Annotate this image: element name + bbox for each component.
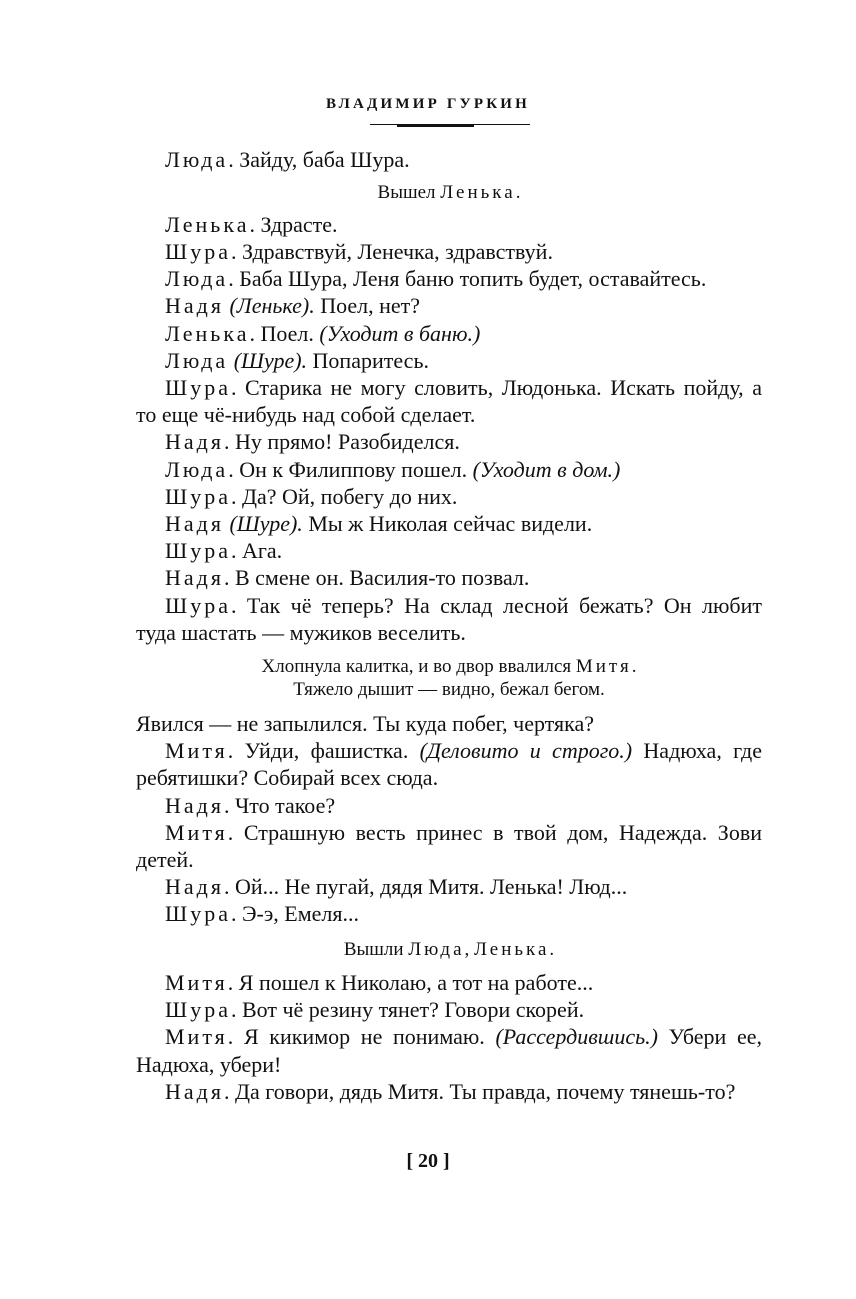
speaker-name: Митя (165, 738, 228, 764)
speaker-name: Митя (165, 1024, 228, 1050)
stage-character: Митя (575, 655, 632, 677)
stage-direction: Вышел Ленька. (377, 182, 521, 204)
dialogue-line (136, 737, 762, 791)
speaker-name: Надя (165, 429, 224, 455)
dialogue-text: Мы ж Николая сейчас видели. (302, 510, 593, 536)
speaker-name: Шура (165, 483, 231, 509)
stage-remark: (Шуре). (233, 347, 308, 373)
dialogue-line (136, 1023, 762, 1077)
dialogue-text: . Здравствуй, Ленечка, здравствуй. (230, 238, 553, 264)
dialogue-text: . Да? Ой, побегу до них. (230, 483, 458, 509)
speaker-name: Надя (165, 874, 224, 900)
speaker-name: Шура (165, 997, 231, 1023)
stage-remark: (Деловито и строго.) (419, 738, 633, 764)
speaker-name: Митя (165, 970, 228, 996)
speaker-name: Ленька (165, 320, 250, 346)
speaker-name: Шура (165, 592, 231, 618)
stage-direction: Вышли Люда, Ленька. (343, 938, 555, 960)
speaker-name: Шура (165, 901, 231, 927)
dialogue-text: . Ага. (230, 538, 283, 564)
dialogue-text: . Баба Шура, Леня баню топить будет, оставайтесь. (228, 266, 707, 292)
speaker-name: Надя (165, 1078, 224, 1104)
speaker-name: Люда (165, 456, 229, 482)
running-header: ВЛАДИМИР ГУРКИН (325, 96, 531, 112)
stage-character: Ленька (440, 182, 516, 204)
dialogue-text: . Он к Филиппову пошел. (228, 456, 473, 482)
stage-remark: (Рассердившись.) (495, 1024, 658, 1050)
dialogue-line (136, 320, 762, 347)
stage-remark: (Уходит в баню.) (319, 320, 481, 346)
dialogue-line (136, 456, 762, 483)
dialogue-text: . Э-э, Емеля... (230, 901, 359, 927)
speaker-name: Надя (165, 565, 224, 591)
page-number: [ 20 ] (406, 1150, 450, 1172)
stage-remark: (Уходит в дом.) (472, 456, 621, 482)
speaker-name: Люда (165, 347, 229, 373)
dialogue-text: . Поел. (249, 320, 320, 346)
dialogue-line (136, 537, 762, 564)
dialogue-line (136, 873, 762, 900)
speaker-name: Шура (165, 238, 231, 264)
stage-remark: (Шуре). (229, 510, 303, 536)
speaker-name: Ленька (165, 211, 250, 237)
dialogue-text: . Здрасте. (249, 211, 338, 237)
stage-character: Ленька (474, 938, 550, 960)
dialogue-text: Надюха, где ребятишки? Собирай всех сюда. (136, 738, 762, 791)
dialogue-text: . Я кикимор не понимаю. (227, 1024, 496, 1050)
stage-remark: (Леньке). (229, 293, 315, 319)
dialogue-line (136, 292, 762, 319)
stage-direction: Хлопнула калитка, и во двор ввалился Митя. Тяжело дышит — видно, бежал бегом. (261, 655, 637, 701)
dialogue-line (136, 428, 762, 455)
dialogue-line (136, 347, 762, 374)
dialogue-line (136, 710, 762, 737)
speaker-name: Шура (165, 374, 231, 400)
dialogue-text: . Вот чё резину тянет? Говори скорей. (230, 997, 585, 1023)
dialogue-text: Поел, нет? (314, 293, 421, 319)
dialogue-line (136, 819, 762, 873)
dialogue-text: Убери ее, Надюха, убери! (136, 1024, 762, 1077)
dialogue-text: . Старика не могу словить, Людонька. Искать пойду, а то еще чё-нибудь над собой сделает. (136, 374, 762, 428)
dialogue-line (136, 483, 762, 510)
speaker-name: Люда (165, 147, 229, 172)
play-text (136, 146, 762, 1105)
dialogue-line (136, 374, 762, 428)
dialogue-text: . Я пошел к Николаю, а тот на работе... (227, 970, 594, 996)
dialogue-text: . Так чё теперь? На склад лесной бежать? Он любит туда шастать — мужиков веселить. (136, 592, 762, 645)
dialogue-line (136, 265, 762, 292)
dialogue-text: . Ой... Не пугай, дядя Митя. Ленька! Люд... (223, 874, 628, 900)
speaker-name: Митя (165, 819, 228, 845)
dialogue-text: . Уйди, фашистка. (227, 738, 420, 764)
dialogue-line (136, 592, 762, 646)
dialogue-line (136, 564, 762, 591)
dialogue-text: . Зайду, баба Шура. (228, 147, 410, 172)
dialogue-line (136, 969, 762, 996)
dialogue-line (136, 211, 762, 238)
dialogue-text: . Да говори, дядь Митя. Ты правда, почему тянешь-то? (223, 1078, 736, 1104)
speaker-name: Шура (165, 538, 231, 564)
speaker-name: Люда (165, 266, 229, 292)
dialogue-text: . Что такое? (223, 792, 336, 818)
dialogue-line (136, 238, 762, 265)
dialogue-line (136, 900, 762, 927)
header-rule-accent (397, 124, 474, 127)
dialogue-line (136, 792, 762, 819)
stage-character: Люда (408, 938, 465, 960)
speaker-name: Надя (165, 792, 224, 818)
dialogue-text: Явился — не запылился. Ты куда побег, чертяка? (136, 710, 594, 736)
dialogue-text: . Страшную весть принес в твой дом, Надежда. Зови детей. (136, 819, 762, 872)
dialogue-text: . В смене он. Василия-то позвал. (223, 565, 530, 591)
dialogue-line (136, 1078, 762, 1105)
speaker-name: Надя (165, 510, 224, 536)
dialogue-text: . Ну прямо! Разобиделся. (223, 429, 460, 455)
dialogue-line (136, 510, 762, 537)
speaker-name: Надя (165, 293, 224, 319)
dialogue-text: Попаритесь. (307, 347, 429, 373)
dialogue-line (136, 996, 762, 1023)
dialogue-line (136, 146, 762, 173)
